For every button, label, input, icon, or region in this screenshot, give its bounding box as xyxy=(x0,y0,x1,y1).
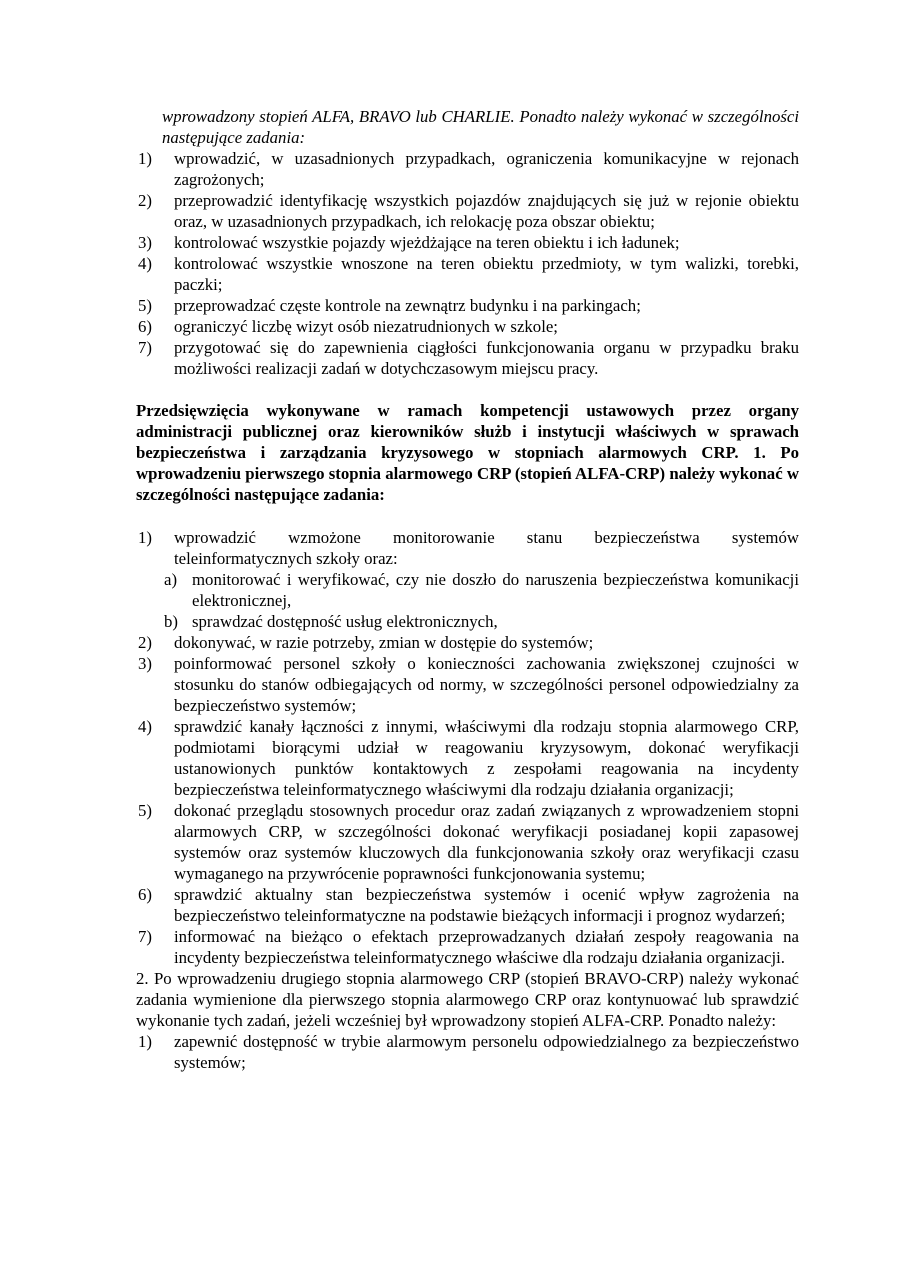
section-heading: Przedsięwzięcia wykonywane w ramach kompetencji ustawowych przez organy administracji publicznej oraz kierowników służb i instytucji właściwych w sprawach bezpieczeństwa i zarządzania kryzysowego w stopniach alarmowych CRP. 1. Po wprowadzeniu pierwszego stopnia alarmowego CRP (stopień ALFA-CRP) należy wykonać w szczególności następujące zadania: xyxy=(136,401,799,504)
list-item: 6) sprawdzić aktualny stan bezpieczeństwa systemów i ocenić wpływ zagrożenia na bezpieczeństwo teleinformatyczne na podstawie bieżących informacji i prognoz wydarzeń; xyxy=(138,885,799,925)
list-item: 3) poinformować personel szkoły o konieczności zachowania zwiększonej czujności w stosunku do stanów odbiegających od normy, w szczególności personel odpowiedzialny za bezpieczeństwo systemów; xyxy=(138,654,799,715)
list-item: 2) dokonywać, w razie potrzeby, zmian w dostępie do systemów; xyxy=(138,633,594,652)
list-item: 5) dokonać przeglądu stosownych procedur oraz zadań związanych z wprowadzeniem stopni alarmowych CRP, w szczególności dokonać weryfikacji posiadanej kopii zapasowej systemów oraz systemów kluczowych dla funkcjonowania szkoły oraz weryfikacji czasu wymaganego na przywrócenie poprawności funkcjonowania systemu; xyxy=(138,801,799,883)
crp-alfa-list xyxy=(136,527,799,968)
list-item: 1) wprowadzić, w uzasadnionych przypadkach, ograniczenia komunikacyjne w rejonach zagrożonych; xyxy=(138,149,799,189)
spacer xyxy=(136,379,799,400)
list-item: 7) informować na bieżąco o efektach przeprowadzanych działań zespoły reagowania na incydenty bezpieczeństwa teleinformatycznego właściwe dla rodzaju działania organizacji. xyxy=(138,927,799,967)
list-item: 7) przygotować się do zapewnienia ciągłości funkcjonowania organu w przypadku braku możliwości realizacji zadań w dotychczasowym miejscu pracy. xyxy=(138,338,799,378)
sub-list-item: a) monitorować i weryfikować, czy nie doszło do naruszenia bezpieczeństwa komunikacji elektronicznej, xyxy=(164,570,799,610)
list-item: 6) ograniczyć liczbę wizyt osób niezatrudnionych w szkole; xyxy=(138,317,558,336)
list-item: 5) przeprowadzać częste kontrole na zewnątrz budynku i na parkingach; xyxy=(138,296,641,315)
bravo-paragraph: 2. Po wprowadzeniu drugiego stopnia alarmowego CRP (stopień BRAVO-CRP) należy wykonać zadania wymienione dla pierwszego stopnia alarmowego CRP oraz kontynuować lub sprawdzić wykonanie tych zadań, jeżeli wcześniej był wprowadzony stopień ALFA-CRP. Ponadto należy: xyxy=(136,969,799,1030)
list-item: 4) kontrolować wszystkie wnoszone na teren obiektu przedmioty, w tym walizki, torebki, paczki; xyxy=(138,254,799,294)
list-item: 1) zapewnić dostępność w trybie alarmowym personelu odpowiedzialnego za bezpieczeństwo systemów; xyxy=(138,1032,799,1072)
spacer xyxy=(136,505,799,527)
document-page xyxy=(136,106,799,1073)
crp-bravo-list xyxy=(136,1031,799,1073)
list-item: 2) przeprowadzić identyfikację wszystkich pojazdów znajdujących się już w rejonie obiektu oraz, w uzasadnionych przypadkach, ich relokację poza obszar obiektu; xyxy=(138,191,799,231)
list-item: 4) sprawdzić kanały łączności z innymi, właściwymi dla rodzaju stopnia alarmowego CRP, podmiotami biorącymi udział w reagowaniu kryzysowym, dokonać weryfikacji ustanowionych punktów kontaktowych z zespołami reagowania na incydenty bezpieczeństwa teleinformatycznego właściwymi dla rodzaju działania organizacji; xyxy=(138,717,799,799)
sub-list-item: b) sprawdzać dostępność usług elektronicznych, xyxy=(164,612,498,631)
measures-list xyxy=(136,148,799,379)
intro-paragraph: wprowadzony stopień ALFA, BRAVO lub CHARLIE. Ponadto należy wykonać w szczególności następujące zadania: xyxy=(162,107,799,147)
list-item: 1) wprowadzić wzmożone monitorowanie stanu bezpieczeństwa systemów teleinformatycznych szkoły oraz: xyxy=(138,528,799,568)
list-item: 3) kontrolować wszystkie pojazdy wjeżdżające na teren obiektu i ich ładunek; xyxy=(138,233,680,252)
